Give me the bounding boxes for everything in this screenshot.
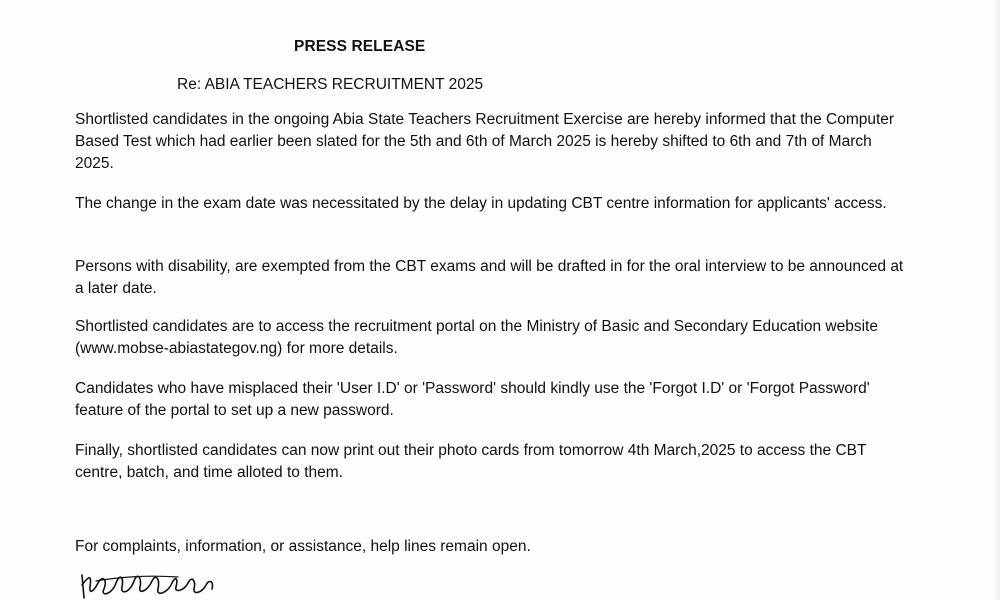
paragraph-reason-for-change: The change in the exam date was necessitated by the delay in updating CBT centre information for applicants' access. [75,195,887,212]
paragraph-photo-cards: Finally, shortlisted candidates can now print out their photo cards from tomorrow 4th March,2025 to access the CBT centre, batch, and time alloted to them. [75,442,867,481]
closing-statement: For complaints, information, or assistance, help lines remain open. [75,538,531,555]
page-edge-shadow [992,0,1000,600]
paragraph-forgot-credentials: Candidates who have misplaced their 'User I.D' or 'Password' should kindly use the 'Forgot I.D' or 'Forgot Password' feature of the portal to set up a new password. [75,380,870,419]
handwritten-signature [78,565,228,600]
paragraph-disability-exemption: Persons with disability, are exempted from the CBT exams and will be drafted in for the oral interview to be announced at a later date. [75,258,904,297]
document-subject: Re: ABIA TEACHERS RECRUITMENT 2025 [177,76,484,93]
paragraph-test-rescheduled: Shortlisted candidates in the ongoing Abia State Teachers Recruitment Exercise are hereby informed that the Computer Based Test which had earlier been slated for the 5th and 6th of March 2025 is hereby shifted to 6th and 7th of March 2025. [75,111,895,172]
document-title: PRESS RELEASE [294,38,426,55]
paragraph-portal-access: Shortlisted candidates are to access the recruitment portal on the Ministry of Basic and Secondary Education website (www.mobse-abiastategov.ng) for more details. [75,318,878,357]
